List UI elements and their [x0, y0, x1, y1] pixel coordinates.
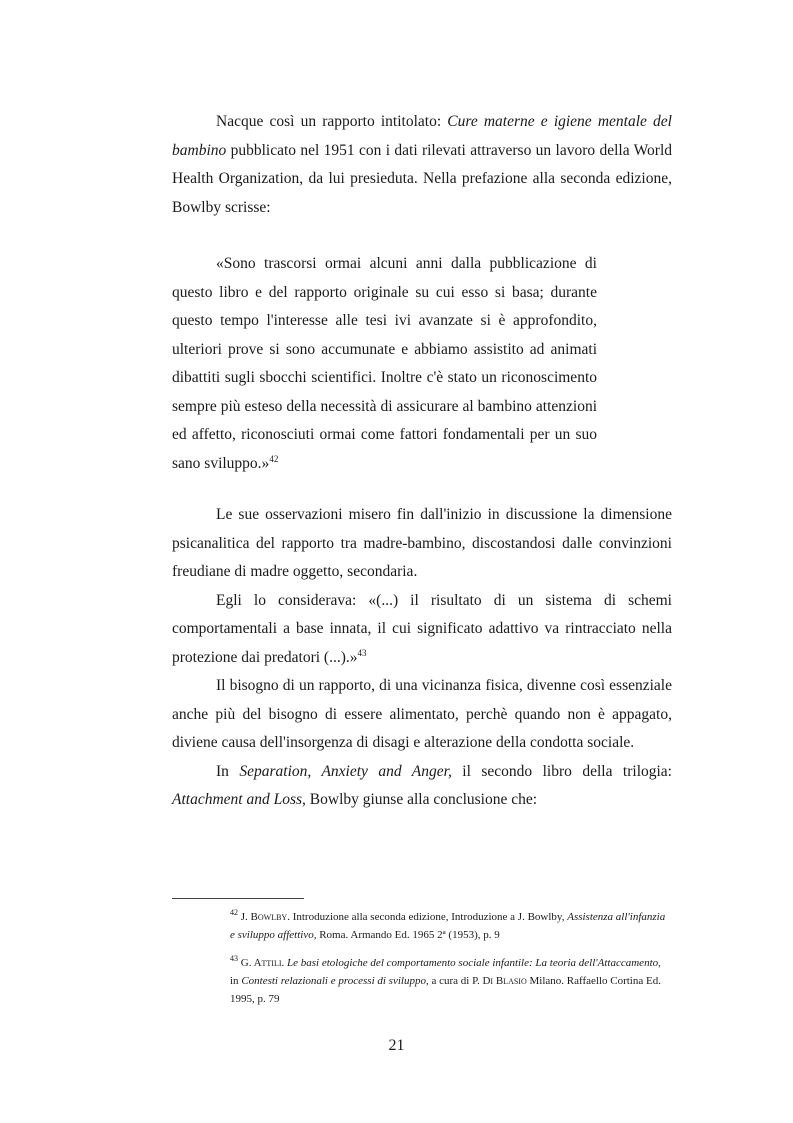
footnote-title: Assistenza all'infanzia e sviluppo affettivo,: [230, 911, 666, 941]
footnote-text: Introduzione alla seconda edizione, Introduzione a J. Bowlby,: [289, 911, 568, 923]
footnote-ref-43: 43: [357, 647, 367, 658]
page-number: 21: [388, 1037, 405, 1054]
footnote-title: Contesti relazionali e processi di sviluppo,: [241, 975, 429, 987]
footnote-editor: P. Di Blasio: [472, 975, 527, 987]
paragraph-5-a: In: [216, 762, 240, 780]
footnote-author: G. Attili.: [240, 957, 285, 969]
report-title: Cure materne e igiene mentale del bambino: [172, 113, 672, 159]
footnote-author: J. Bowlby.: [240, 911, 290, 923]
body-section: [172, 501, 672, 815]
footnote-text: in: [230, 975, 242, 987]
footnote-ref-42: 42: [269, 453, 279, 464]
paragraph-3: [172, 587, 672, 673]
footnote-text: Milano. Raffaello Cortina Ed. 1995, p. 79: [230, 975, 661, 1005]
paragraph-4: Il bisogno di un rapporto, di una vicinanza fisica, divenne così essenziale anche più del bisogno di essere alimentato, perchè quando non è appagato, diviene causa dell'insorgenza di disagi e alterazione della condotta sociale.: [172, 677, 672, 751]
block-quote: [172, 250, 597, 478]
paragraph-2: Le sue osservazioni misero fin dall'inizio in discussione la dimensione psicanalitica del rapporto tra madre-bambino, discostandosi dalle convinzioni freudiane di madre oggetto, secondaria.: [172, 506, 672, 580]
footnote-42: [230, 908, 672, 944]
footnote-text: a cura di: [428, 975, 473, 987]
paragraph-5-c: Bowlby giunse alla conclusione che:: [305, 791, 538, 808]
footnote-number: 43: [230, 954, 238, 963]
footnote-title: Le basi etologiche del comportamento sociale infantile: La teoria dell'Attaccamento,: [284, 957, 661, 969]
paragraph-5-b: il secondo libro della trilogia:: [451, 762, 672, 780]
footnote-separator: [172, 898, 304, 899]
book-title-2: Attachment and Loss,: [172, 791, 306, 808]
paragraph-1-intro: Nacque così un rapporto intitolato:: [216, 113, 448, 130]
quote-text: «Sono trascorsi ormai alcuni anni dalla pubblicazione di questo libro e del rapporto originale su cui esso si basa; durante questo tempo l'interesse alle tesi ivi avanzate si è approfondito, ulteriori prove si sono accumunate e abbiamo assistito ad animati dibattiti sugli sbocchi scientifici. Inoltre c'è stato un riconoscimento sempre più esteso della necessità di assicurare al bambino attenzioni ed affetto, riconosciuti ormai come fattori fondamentali per un suo sano sviluppo.»: [172, 255, 597, 472]
paragraph-3-text: Egli lo considerava: «(...) il risultato di un sistema di schemi comportamentali a base innata, il cui significato adattivo va rintracciato nella protezione dai predatori (...).»: [172, 591, 672, 666]
footnote-text: Roma. Armando Ed. 1965 2ª (1953), p. 9: [316, 929, 500, 941]
footnote-number: 42: [230, 908, 238, 917]
paragraph-1-rest: pubblicato nel 1951 con i dati rilevati attraverso un lavoro della World Health Organization, da lui presieduta. Nella prefazione alla seconda edizione, Bowlby scrisse:: [172, 141, 672, 216]
book-title-1: Separation, Anxiety and Anger,: [239, 762, 452, 780]
footnote-43: [230, 954, 672, 1008]
footnotes: [230, 908, 672, 1018]
paragraph-1: [172, 108, 672, 222]
paragraph-5: [172, 758, 672, 815]
